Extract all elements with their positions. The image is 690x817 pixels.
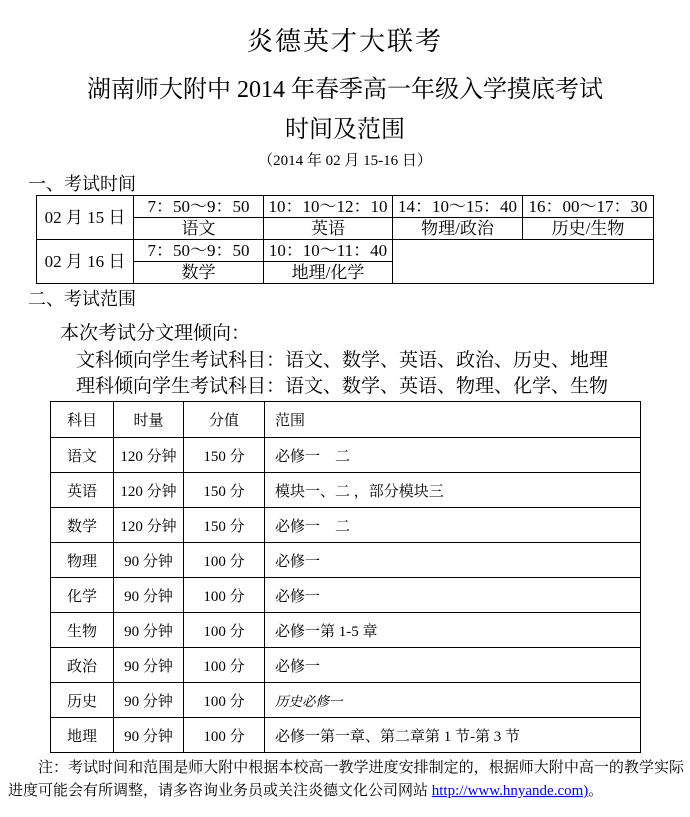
table-row	[51, 543, 641, 578]
time-cell: 10：10～12：10	[264, 196, 393, 218]
section-heading-exam-time: 一、考试时间	[28, 174, 136, 194]
time-cell: 16：00～17：30	[523, 196, 654, 218]
range-cell: 历史必修一	[265, 683, 641, 718]
table-row	[51, 718, 641, 753]
empty-cell	[393, 240, 654, 284]
footnote-link[interactable]: http://www.hnyande.com)	[431, 783, 589, 799]
subject-cell: 生物	[51, 613, 114, 648]
exam-title: 湖南师大附中 2014 年春季高一年级入学摸底考试	[87, 77, 603, 103]
science-subjects-line: 理科倾向学生考试科目：语文、数学、英语、物理、化学、生物	[76, 376, 609, 397]
table-row	[51, 613, 641, 648]
time-cell: 10：10～11：40	[264, 240, 393, 262]
score-cell: 100 分	[184, 613, 265, 648]
time-cell: 7：50～9：50	[134, 196, 264, 218]
subject-cell: 政治	[51, 648, 114, 683]
duration-cell: 90 分钟	[114, 613, 184, 648]
subject-cell: 英语	[51, 473, 114, 508]
score-cell: 100 分	[184, 648, 265, 683]
subject-cell: 英语	[264, 218, 393, 240]
range-cell: 必修一	[265, 648, 641, 683]
subject-cell: 历史/生物	[523, 218, 654, 240]
score-cell: 150 分	[184, 508, 265, 543]
table-row	[51, 508, 641, 543]
subject-cell: 语文	[134, 218, 264, 240]
subject-cell: 数学	[134, 262, 264, 284]
exam-time-table	[36, 195, 654, 284]
table-row	[51, 683, 641, 718]
duration-cell: 120 分钟	[114, 508, 184, 543]
table-row	[51, 473, 641, 508]
subject-cell: 语文	[51, 438, 114, 473]
range-cell: 模块一、二 ，部分模块三	[265, 473, 641, 508]
score-cell: 100 分	[184, 718, 265, 753]
footnote-suffix: 。	[588, 783, 604, 799]
table-row	[37, 196, 654, 218]
date-cell: 02 月 16 日	[37, 240, 134, 284]
range-cell: 必修一	[265, 543, 641, 578]
score-cell: 100 分	[184, 578, 265, 613]
header-range: 范围	[265, 402, 641, 438]
section-heading-exam-scope: 二、考试范围	[28, 289, 136, 309]
range-cell: 必修一第 1-5 章	[265, 613, 641, 648]
score-cell: 100 分	[184, 683, 265, 718]
subject-cell: 物理	[51, 543, 114, 578]
score-cell: 150 分	[184, 438, 265, 473]
date-range: （2014 年 02 月 15-16 日）	[258, 153, 432, 169]
date-cell: 02 月 15 日	[37, 196, 134, 240]
header-score: 分值	[184, 402, 265, 438]
header-duration: 时量	[114, 402, 184, 438]
duration-cell: 90 分钟	[114, 543, 184, 578]
time-cell: 7：50～9：50	[134, 240, 264, 262]
page-subtitle: 时间及范围	[285, 117, 405, 143]
exam-scope-table	[50, 401, 641, 753]
range-cell: 必修一	[265, 578, 641, 613]
range-cell: 必修一第一章、第二章第 1 节-第 3 节	[265, 718, 641, 753]
score-cell: 100 分	[184, 543, 265, 578]
table-row	[37, 240, 654, 262]
header-subject: 科目	[51, 402, 114, 438]
subject-cell: 数学	[51, 508, 114, 543]
subject-cell: 物理/政治	[393, 218, 523, 240]
table-row	[51, 578, 641, 613]
duration-cell: 120 分钟	[114, 438, 184, 473]
subject-cell: 地理/化学	[264, 262, 393, 284]
subject-cell: 历史	[51, 683, 114, 718]
duration-cell: 90 分钟	[114, 683, 184, 718]
subject-cell: 地理	[51, 718, 114, 753]
duration-cell: 90 分钟	[114, 578, 184, 613]
table-header-row	[51, 402, 641, 438]
table-row	[51, 648, 641, 683]
duration-cell: 90 分钟	[114, 648, 184, 683]
duration-cell: 120 分钟	[114, 473, 184, 508]
footnote	[8, 757, 684, 803]
scope-intro: 本次考试分文理倾向：	[60, 323, 251, 344]
brand-title: 炎德英才大联考	[246, 27, 443, 56]
table-row	[51, 438, 641, 473]
footnote-text: 注：考试时间和范围是师大附中根据本校高一教学进度安排制定的，根据师大附中高一的教学实际进度可能会有所调整，请多咨询业务员或关注炎德文化公司网站	[8, 760, 684, 799]
range-cell: 必修一 二	[265, 438, 641, 473]
time-cell: 14：10～15：40	[393, 196, 523, 218]
liberal-arts-subjects-line: 文科倾向学生考试科目：语文、数学、英语、政治、历史、地理	[76, 350, 609, 371]
range-cell: 必修一 二	[265, 508, 641, 543]
subject-cell: 化学	[51, 578, 114, 613]
score-cell: 150 分	[184, 473, 265, 508]
duration-cell: 90 分钟	[114, 718, 184, 753]
